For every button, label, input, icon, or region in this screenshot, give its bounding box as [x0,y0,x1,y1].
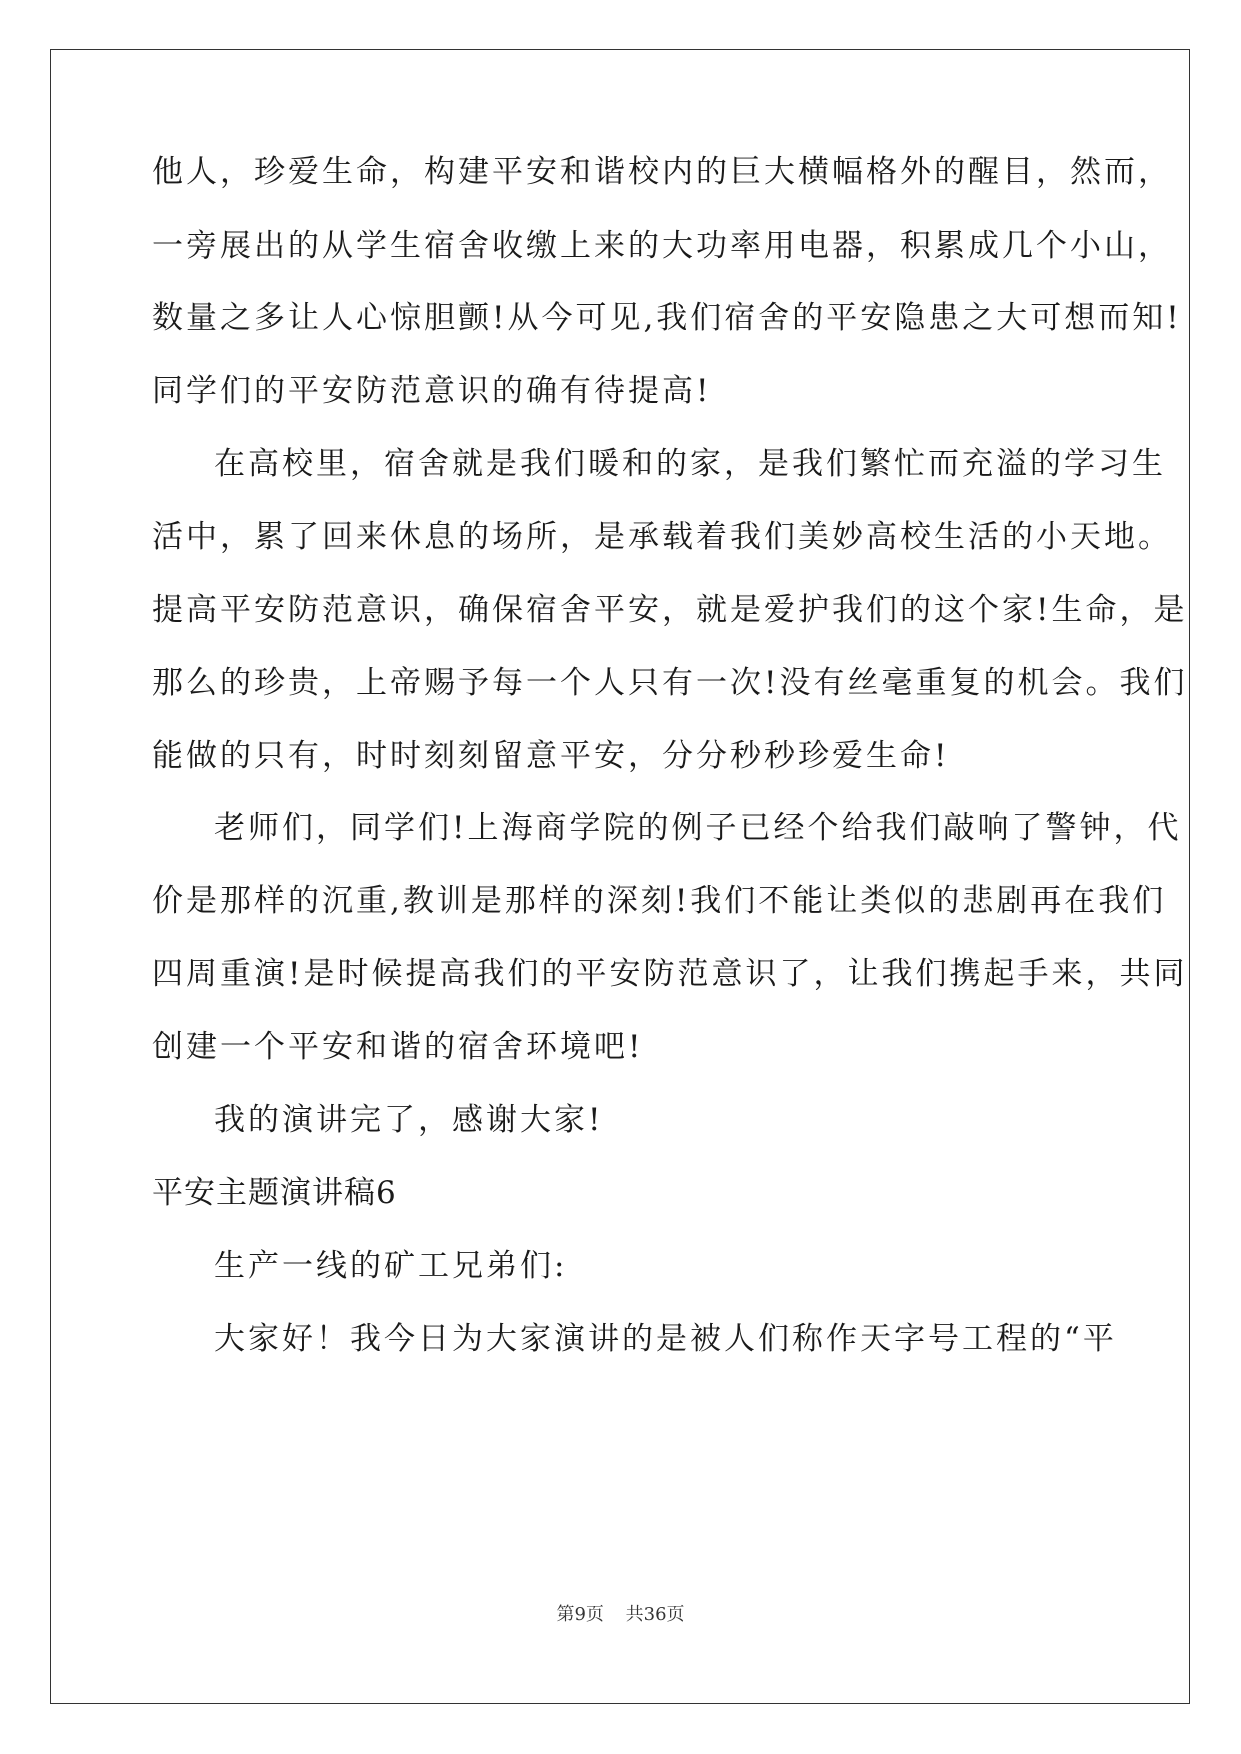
body-text-line: 活中，累了回来休息的场所，是承载着我们美妙高校生活的小天地。 [152,519,1172,555]
paragraph-start-line: 老师们，同学们!上海商学院的例子已经个给我们敲响了警钟，代 [214,810,1182,846]
paragraph-start-line: 在高校里，宿舍就是我们暖和的家，是我们繁忙而充溢的学习生 [214,446,1166,482]
section-heading: 平安主题演讲稿6 [152,1175,397,1211]
body-text-line: 数量之多让人心惊胆颤!从今可见,我们宿舍的平安隐患之大可想而知! [152,300,1182,336]
body-text-line: 提高平安防范意识，确保宿舍平安，就是爱护我们的这个家!生命，是 [152,592,1188,628]
body-text-line: 四周重演!是时候提高我们的平安防范意识了，让我们携起手来，共同 [152,956,1188,992]
body-text-line: 能做的只有，时时刻刻留意平安，分分秒秒珍爱生命! [152,738,950,774]
body-text-line: 他人，珍爱生命，构建平安和谐校内的巨大横幅格外的醒目，然而， [152,154,1172,190]
body-text-line: 创建一个平安和谐的宿舍环境吧! [152,1029,644,1065]
salutation-line: 生产一线的矿工兄弟们: [214,1248,568,1284]
page-number: 第9页 [556,1604,604,1625]
paragraph-start-line: 大家好！我今日为大家演讲的是被人们称作天字号工程的“平 [214,1321,1117,1357]
page-footer [0,1600,1241,1626]
closing-line: 我的演讲完了，感谢大家! [214,1102,604,1138]
total-pages: 共36页 [625,1604,685,1625]
body-text-line: 那么的珍贵，上帝赐予每一个人只有一次!没有丝毫重复的机会。我们 [152,665,1188,701]
body-text-line: 同学们的平安防范意识的确有待提高! [152,373,712,409]
body-text-line: 价是那样的沉重,教训是那样的深刻!我们不能让类似的悲剧再在我们 [152,883,1167,919]
body-text-line: 一旁展出的从学生宿舍收缴上来的大功率用电器，积累成几个小山， [152,228,1172,264]
